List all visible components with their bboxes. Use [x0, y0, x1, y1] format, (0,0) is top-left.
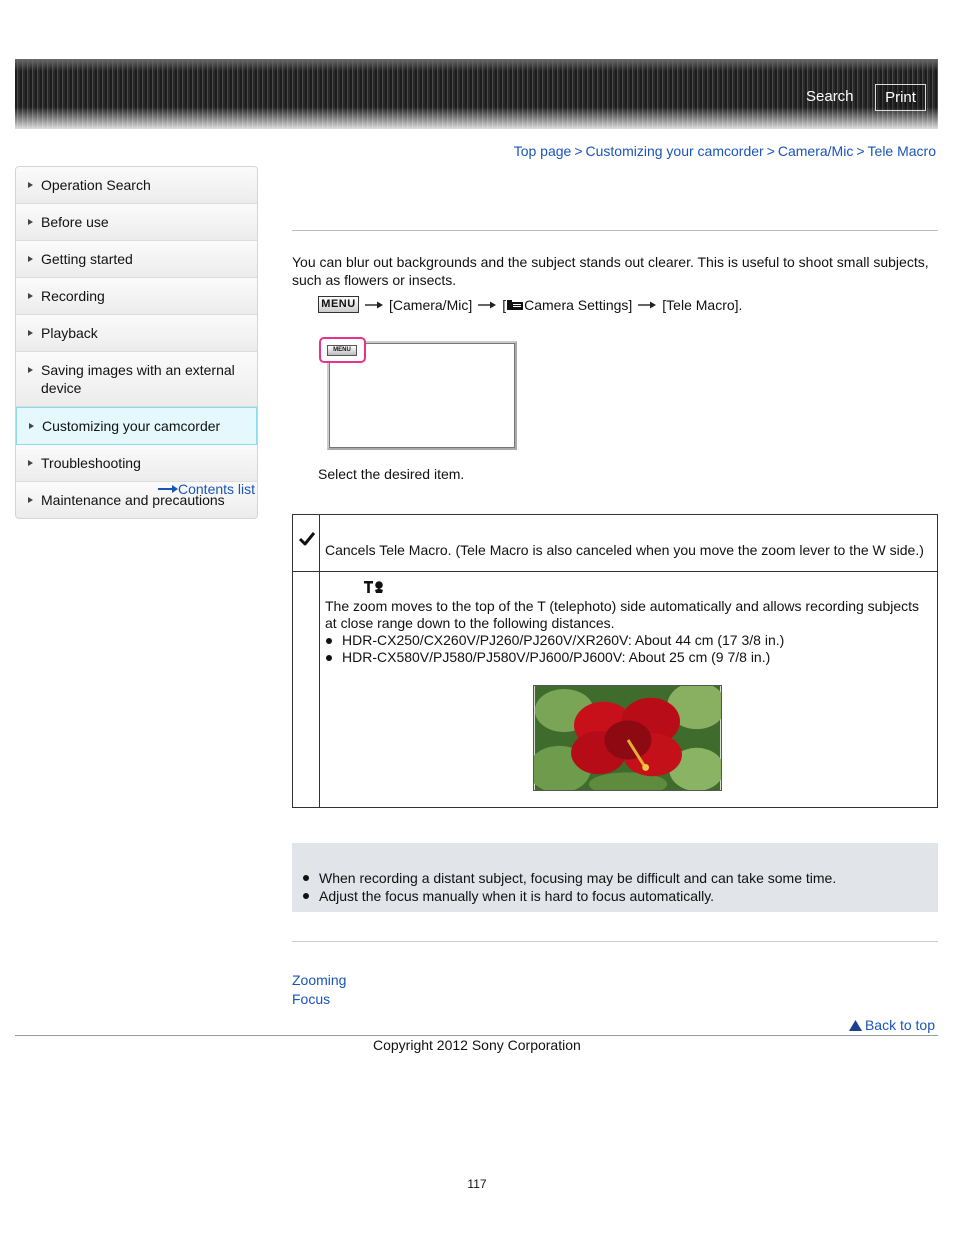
- triangle-up-icon: [849, 1020, 862, 1031]
- flower-sample-image: [533, 685, 722, 791]
- intro-text: You can blur out backgrounds and the subject stands out clearer. This is useful to shoot small subjects, such as flowers or insects.: [292, 254, 929, 288]
- sidebar-item-troubleshooting[interactable]: Troubleshooting: [16, 445, 257, 482]
- contents-list-link[interactable]: [158, 481, 255, 497]
- camera-settings-icon: [506, 299, 524, 311]
- sidebar-item-operation-search[interactable]: Operation Search: [16, 167, 257, 204]
- sidebar-item-saving-images[interactable]: Saving images with an external device: [16, 352, 257, 407]
- breadcrumb-tele-macro[interactable]: Tele Macro: [867, 143, 936, 159]
- tele-macro-icon: [363, 579, 385, 595]
- arrow-right-icon: [158, 485, 178, 493]
- menu-steps: [318, 296, 742, 313]
- page-number: 117: [467, 1177, 487, 1191]
- arrow-right-icon: [478, 301, 496, 309]
- search-button[interactable]: Search: [806, 88, 854, 105]
- table-row: [293, 515, 937, 572]
- breadcrumb-separator: >: [856, 143, 865, 159]
- list-item: HDR-CX580V/PJ580/PJ580V/PJ600/PJ600V: About 25 cm (9 7/8 in.): [325, 649, 931, 666]
- breadcrumb-customizing[interactable]: Customizing your camcorder: [585, 143, 764, 159]
- step-camera-settings: [502, 297, 632, 313]
- footer-divider: [15, 1035, 938, 1036]
- related-link-zooming[interactable]: Zooming: [292, 972, 347, 988]
- list-item: Adjust the focus manually when it is hard to focus automatically.: [302, 887, 928, 905]
- arrow-right-icon: [365, 301, 383, 309]
- list-item: HDR-CX250/CX260V/PJ260/PJ260V/XR260V: About 44 cm (17 3/8 in.): [325, 632, 931, 649]
- breadcrumb-top-page[interactable]: Top page: [513, 143, 572, 159]
- sidebar-item-playback[interactable]: Playback: [16, 315, 257, 352]
- menu-button-icon: MENU: [327, 345, 357, 356]
- step-tele-macro: [Tele Macro].: [662, 296, 743, 313]
- copyright-text: Copyright 2012 Sony Corporation: [373, 1037, 581, 1053]
- sidebar-item-maintenance[interactable]: Maintenance and precautions: [16, 482, 257, 518]
- step-camera-settings-label: Camera Settings]: [524, 296, 633, 313]
- step-camera-mic: [Camera/Mic]: [389, 296, 473, 313]
- table-row: [293, 572, 937, 807]
- sidebar-item-before-use[interactable]: Before use: [16, 204, 257, 241]
- select-instruction: Select the desired item.: [318, 466, 465, 482]
- back-to-top-label: Back to top: [864, 1017, 935, 1033]
- breadcrumb-separator: >: [766, 143, 775, 159]
- arrow-right-icon: [638, 301, 656, 309]
- breadcrumb: [514, 143, 936, 159]
- checkmark-icon: [299, 531, 315, 547]
- print-button[interactable]: Print: [875, 84, 926, 111]
- sidebar-item-customizing[interactable]: Customizing your camcorder: [16, 407, 257, 445]
- list-item: When recording a distant subject, focusing may be difficult and can take some time.: [302, 869, 928, 887]
- option-off-description: Cancels Tele Macro. (Tele Macro is also canceled when you move the zoom lever to the W side.): [325, 542, 924, 558]
- option-on-description: The zoom moves to the top of the T (telephoto) side automatically and allows recording subjects at close range down to the following distances.: [325, 598, 920, 631]
- contents-list-label: Contents list: [178, 481, 256, 497]
- sidebar-item-recording[interactable]: Recording: [16, 278, 257, 315]
- sidebar-item-getting-started[interactable]: Getting started: [16, 241, 257, 278]
- breadcrumb-camera-mic[interactable]: Camera/Mic: [777, 143, 854, 159]
- sidebar-nav: [15, 166, 258, 519]
- breadcrumb-separator: >: [574, 143, 583, 159]
- back-to-top-link[interactable]: [849, 1017, 935, 1033]
- options-table: [292, 514, 938, 808]
- notes-box: [292, 843, 938, 912]
- highlighted-menu-button: [319, 337, 366, 363]
- divider: [292, 230, 938, 231]
- divider: [292, 941, 938, 942]
- related-link-focus[interactable]: Focus: [292, 991, 331, 1007]
- step-bracket: [: [502, 296, 507, 313]
- header-bar: [15, 59, 938, 129]
- menu-button-icon: MENU: [318, 296, 359, 313]
